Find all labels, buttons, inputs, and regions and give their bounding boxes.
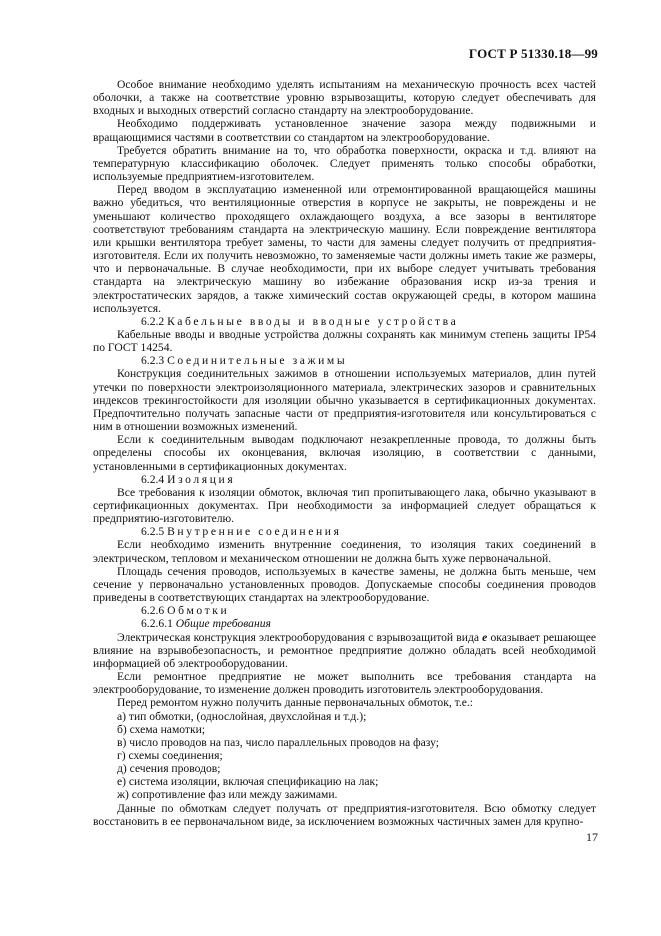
section-number: 6.2.3 <box>141 354 165 368</box>
section-number: 6.2.6 <box>141 604 165 618</box>
paragraph: Если ремонтное предприятие не может выполнить все требования стандарта на электрооборудование, то изменение должен проводить изготовитель электрооборудования. <box>93 670 596 697</box>
section-number: 6.2.5 <box>141 525 165 539</box>
section-heading-6-2-4 <box>93 473 596 486</box>
list-item: г) схемы соединения; <box>117 748 223 762</box>
paragraph: Данные по обмоткам следует получать от предприятия-изготовителя. Всю обмотку следует восстановить в ее первоначальном виде, за исключением возможных частичных замен для крупно- <box>93 801 596 828</box>
section-title: Обмотки <box>167 604 230 618</box>
section-heading-6-2-3 <box>93 354 596 367</box>
paragraph <box>93 631 596 670</box>
list-item: а) тип обмотки, (однослойная, двухслойная и т.д.); <box>117 709 367 723</box>
list-item: в) число проводов на паз, число параллельных проводов на фазу; <box>117 735 439 749</box>
protection-type-letter: е <box>482 630 488 644</box>
paragraph: Все требования к изоляции обмоток, включая тип пропитывающего лака, обычно указывают в сертификационных документах. При необходимости за информацией следует обращаться к предприятию-изготовителю. <box>93 485 596 526</box>
section-number: 6.2.6.1 <box>141 617 173 631</box>
section-title: Внутренние соединения <box>167 525 342 539</box>
list-item: ж) сопротивление фаз или между зажимами. <box>117 788 338 802</box>
paragraph: Если необходимо изменить внутренние соединения, то изоляция таких соединений в электрическом, тепловом и механическом отношении не должна быть хуже первоначальной. <box>93 538 596 565</box>
list-item: б) схема намотки; <box>117 722 206 736</box>
paragraph: Особое внимание необходимо уделять испытаниям на механическую прочность всех частей оболочки, а также на соответствие уровню взрывозащиты, которую следует обеспечивать для входных и выходных отверстий согласно стандарту на электрооборудование. <box>93 78 596 118</box>
paragraph: Перед вводом в эксплуатацию измененной или отремонтированной вращающейся машины важно убедиться, что вентиляционные отверстия в корпусе не закрыты, не повреждены и не уменьшают количество проходящего охлаждающего воздуха, а все зазоры в вентиляторе соответствуют требованиям стандарта на электрическую машину. Если повреждение вентилятора или крышки вентилятора требует замены, то части для замены следует получить от предприятия-изготовителя. Если их получить невозможно, то заменяемые части должны иметь такие же размеры, что и первоначальные. В случае необходимости, при их выборе следует учитывать требования стандарта на электрическую машину во избежание образования искр из-за трения и электростатических зарядов, а также химический состав окружающей среды, в котором машина используется. <box>93 183 596 315</box>
paragraph: Конструкция соединительных зажимов в отношении используемых материалов, длин путей утечки по поверхности электроизоляционного материала, электрических зазоров и сравнительных индексов трекингостойкости для изоляции обычно указывается в сертификационных документах. Предпочтительно получать запасные части от предприятия-изготовителя или консультироваться с ним в отношении возможных изменений. <box>93 367 596 434</box>
paragraph: Кабельные вводы и вводные устройства должны сохранять как минимум степень защиты IP54 по ГОСТ 14254. <box>93 327 596 355</box>
section-number: 6.2.4 <box>141 472 165 486</box>
section-heading-6-2-6-1 <box>93 617 596 630</box>
section-title: Кабельные вводы и вводные устройства <box>167 314 459 328</box>
standard-header: ГОСТ Р 51330.18—99 <box>468 46 598 61</box>
document-body <box>93 78 596 828</box>
section-heading-6-2-5 <box>93 525 596 538</box>
paragraph-text: Электрическая конструкция электрооборудования с взрывозащитой вида <box>117 630 480 644</box>
paragraph: Площадь сечения проводов, используемых в качестве замены, не должна быть меньше, чем сечение у первоначально установленных проводов. Допускаемые способы соединения проводов приведены в соответствующих стандартах на электрооборудование. <box>93 564 596 605</box>
section-title: Изоляция <box>167 472 236 486</box>
paragraph: Перед ремонтом нужно получить данные первоначальных обмоток, т.е.: <box>117 696 474 710</box>
section-number: 6.2.2 <box>141 314 165 328</box>
section-heading-6-2-6 <box>93 604 596 617</box>
page-number: 17 <box>586 830 598 844</box>
section-title: Соединительные зажимы <box>167 354 348 368</box>
section-title: Общие требования <box>175 617 271 631</box>
paragraph: Требуется обратить внимание на то, что обработка поверхности, окраска и т.д. влияют на температурную классификацию оболочек. Следует применять только способы обработки, используемые предприятием-изготовителем. <box>93 143 596 184</box>
paragraph: Если к соединительным выводам подключают незакрепленные провода, то должны быть определены способы их оконцевания, включая изоляцию, в соответствии с данными, установленными в сертификационных документах. <box>93 433 596 473</box>
list-item: д) сечения проводов; <box>117 762 221 776</box>
list-item: е) система изоляции, включая спецификацию на лак; <box>117 775 379 789</box>
paragraph: Необходимо поддерживать установленное значение зазора между подвижными и вращающимися частями в соответствии со стандартом на электрооборудование. <box>93 117 596 144</box>
section-heading-6-2-2 <box>93 315 596 328</box>
paragraph-text: оказывает решающее влияние на взрывобезопасность, и ремонтное предприятие должно обладать всей необходимой информацией об электрооборудовании. <box>93 630 596 670</box>
